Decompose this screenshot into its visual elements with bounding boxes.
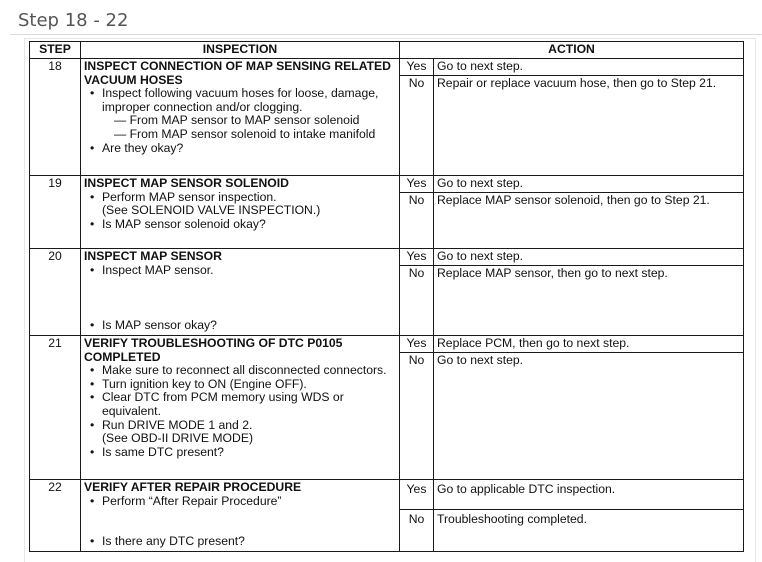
yes-label: Yes (400, 480, 434, 510)
no-action: Go to next step. (434, 353, 744, 480)
step-number: 21 (30, 336, 81, 480)
inspection-cell (81, 59, 400, 176)
no-label: No (400, 266, 434, 336)
yes-label: Yes (400, 59, 434, 76)
step-number: 18 (30, 59, 81, 176)
yes-label: Yes (400, 249, 434, 266)
yes-action: Replace PCM, then go to next step. (434, 336, 744, 353)
no-action: Troubleshooting completed. (434, 510, 744, 552)
list-item: • Is MAP sensor solenoid okay? (102, 218, 396, 232)
bullet-text: Run DRIVE MODE 1 and 2. (102, 417, 253, 432)
inspection-bullets (84, 495, 396, 549)
list-item: • Perform “After Repair Procedure” (102, 495, 396, 535)
list-item: • Make sure to reconnect all disconnected connectors. (102, 364, 396, 378)
inspection-title: INSPECT MAP SENSOR (84, 249, 222, 263)
sub-item: — From MAP sensor solenoid to intake manifold (114, 126, 376, 141)
list-item: • Clear DTC from PCM memory using WDS or equivalent. (102, 391, 396, 418)
no-action: Replace MAP sensor, then go to next step. (434, 266, 744, 336)
table-row (30, 59, 744, 76)
see-note: (See OBD-II DRIVE MODE) (102, 431, 254, 446)
table-header-row (30, 42, 744, 59)
no-action: Repair or replace vacuum hose, then go to Step 21. (434, 76, 744, 176)
list-item: • Turn ignition key to ON (Engine OFF). (102, 378, 396, 392)
list-item (102, 87, 396, 141)
header-inspection: INSPECTION (81, 42, 400, 59)
inspection-cell (81, 480, 400, 552)
inspection-bullets (84, 264, 396, 333)
bullet-text: Inspect following vacuum hoses for loose, damage, improper connection and/or clogging. (102, 86, 379, 114)
header-action: ACTION (400, 42, 744, 59)
bullet-text: Perform MAP sensor inspection. (102, 189, 277, 204)
step-number: 22 (30, 480, 81, 552)
list-item: • Is there any DTC present? (102, 535, 396, 549)
sub-item: — From MAP sensor to MAP sensor solenoid (114, 113, 360, 128)
inspection-title: VERIFY AFTER REPAIR PROCEDURE (84, 480, 302, 494)
no-action: Replace MAP sensor solenoid, then go to Step 21. (434, 193, 744, 249)
yes-action: Go to next step. (434, 249, 744, 266)
list-item: • Is MAP sensor okay? (102, 319, 396, 333)
table-row (30, 480, 744, 510)
inspection-bullets (84, 364, 396, 459)
table-row (30, 176, 744, 193)
yes-label: Yes (400, 176, 434, 193)
inspection-cell (81, 176, 400, 249)
list-item: • Is same DTC present? (102, 446, 396, 460)
list-item (102, 419, 396, 446)
yes-action: Go to next step. (434, 176, 744, 193)
list-item: • Inspect MAP sensor. (102, 264, 396, 319)
header-step: STEP (30, 42, 81, 59)
yes-action: Go to applicable DTC inspection. (434, 480, 744, 510)
table-row (30, 336, 744, 353)
inspection-bullets (84, 87, 396, 155)
no-label: No (400, 510, 434, 552)
list-item: • Are they okay? (102, 142, 396, 156)
yes-label: Yes (400, 336, 434, 353)
table-row (30, 249, 744, 266)
inspection-title: INSPECT CONNECTION OF MAP SENSING RELATED VACUUM HOSES (84, 59, 391, 87)
no-label: No (400, 353, 434, 480)
list-item (102, 191, 396, 218)
page-title: Step 18 - 22 (18, 10, 129, 31)
no-label: No (400, 76, 434, 176)
inspection-cell (81, 336, 400, 480)
inspection-title: INSPECT MAP SENSOR SOLENOID (84, 176, 289, 190)
inspection-cell (81, 249, 400, 336)
diagnostic-table (29, 41, 744, 552)
title-divider (10, 34, 762, 35)
inspection-bullets (84, 191, 396, 232)
inspection-title: VERIFY TROUBLESHOOTING OF DTC P0105 COMPLETED (84, 336, 343, 364)
step-number: 19 (30, 176, 81, 249)
see-note: (See SOLENOID VALVE INSPECTION.) (102, 203, 321, 218)
no-label: No (400, 193, 434, 249)
step-number: 20 (30, 249, 81, 336)
yes-action: Go to next step. (434, 59, 744, 76)
